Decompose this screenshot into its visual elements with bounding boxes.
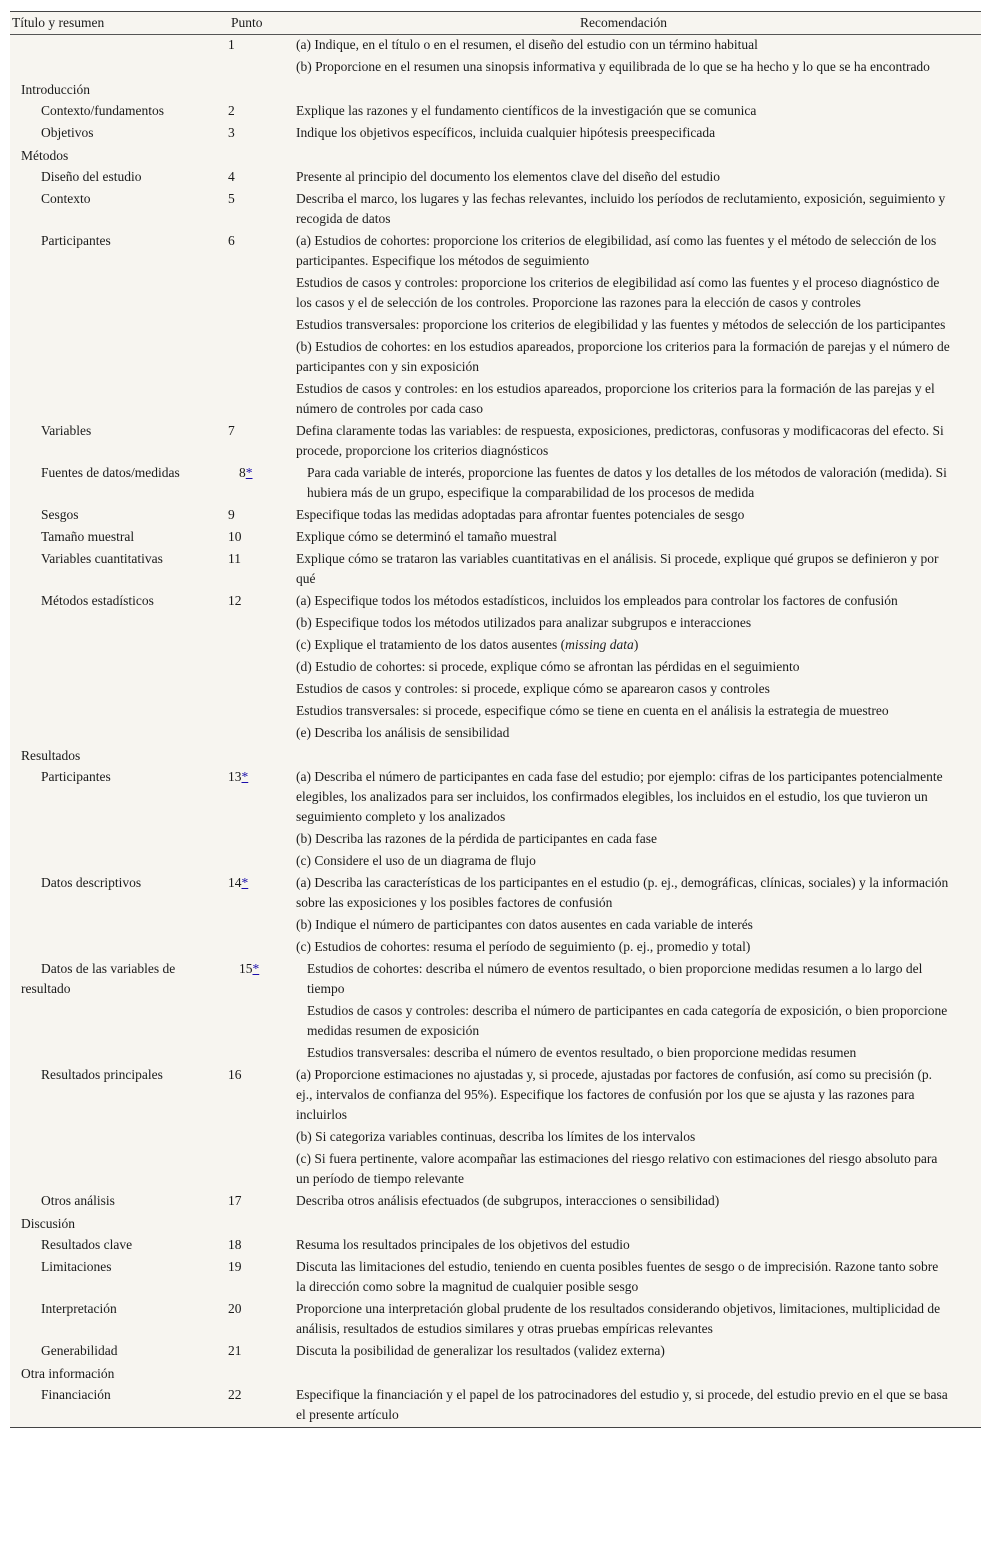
- checklist-row: [10, 35, 981, 80]
- item-label: Generabilidad: [41, 1343, 118, 1358]
- item-label: Variables: [41, 423, 92, 438]
- checklist-row: [10, 767, 981, 873]
- checklist-row: [10, 591, 981, 745]
- recommendation-cell: [296, 1065, 951, 1191]
- recommendation-text: (c) Si fuera pertinente, valore acompañar las estimaciones del riesgo relativo con estimaciones del riesgo absoluto para un período de tiempo relevante: [296, 1151, 938, 1186]
- item-number: 20: [228, 1301, 242, 1316]
- recommendation-text: Estudios de casos y controles: describa el número de participantes en cada categoría de exposición, o bien proporcione medidas resumen de exposición: [307, 1003, 948, 1038]
- item-number: 9: [228, 507, 235, 522]
- recommendation-cell: [296, 231, 951, 421]
- recommendation-cell: [296, 591, 951, 745]
- item-number: 22: [228, 1387, 242, 1402]
- recommendation-cell: [296, 767, 951, 873]
- footnote-link[interactable]: *: [245, 465, 253, 480]
- recommendation-cell: [296, 505, 951, 527]
- recommendation-text: Estudios de casos y controles: si procede, explique cómo se aparearon casos y controles: [296, 681, 770, 696]
- recommendation-text: (a) Proporcione estimaciones no ajustadas y, si procede, ajustadas por factores de confusión, así como su precisión (p. ej., intervalos de confianza del 95%). Especifique los factores de confusión por los que se ajusta y las razones para incluirlos: [296, 1067, 933, 1122]
- recommendation-cell: [307, 463, 962, 505]
- checklist-row: [10, 463, 981, 505]
- checklist-row: [10, 1235, 981, 1257]
- checklist-row: [10, 167, 981, 189]
- recommendation-text: Para cada variable de interés, proporcione las fuentes de datos y los detalles de los métodos de valoración (medida). Si hubiera más de un grupo, especifique la comparabilidad de los procesos de medida: [307, 465, 947, 500]
- item-number: 19: [228, 1259, 242, 1274]
- item-label: Datos de las variables de resultado: [21, 961, 176, 996]
- recommendation-text: Indique los objetivos específicos, incluida cualquier hipótesis preespecificada: [296, 125, 716, 140]
- checklist-row: [10, 1065, 981, 1191]
- item-label: Participantes: [41, 769, 111, 784]
- recommendation-text: Presente al principio del documento los elementos clave del diseño del estudio: [296, 169, 721, 184]
- checklist-row: [10, 1257, 981, 1299]
- section-row: [10, 1363, 981, 1385]
- item-number: 5: [228, 191, 235, 206]
- footnote-link[interactable]: *: [252, 961, 260, 976]
- item-label: [10, 35, 217, 79]
- item-label: Tamaño muestral: [41, 529, 135, 544]
- item-number: 6: [228, 233, 235, 248]
- checklist-row: [10, 959, 981, 1065]
- recommendation-text: Estudios de cohortes: describa el número de eventos resultado, o bien proporcione medidas resumen a lo largo del tiempo: [307, 961, 923, 996]
- checklist-row: [10, 549, 981, 591]
- item-label: Variables cuantitativas: [41, 551, 163, 566]
- recommendation-text: Especifique la financiación y el papel de los patrocinadores del estudio y, si procede, del estudio previo en el que se basa el presente artículo: [296, 1387, 948, 1422]
- footnote-link[interactable]: *: [241, 875, 249, 890]
- item-label: Diseño del estudio: [41, 169, 142, 184]
- header-row: [10, 12, 981, 35]
- recommendation-text: Estudios de casos y controles: en los estudios apareados, proporcione los criterios para la formación de las parejas y el número de controles por cada caso: [296, 381, 935, 416]
- checklist-row: [10, 1341, 981, 1363]
- recommendation-text: (b) Proporcione en el resumen una sinopsis informativa y equilibrada de lo que se ha hecho y lo que se ha encontrado: [296, 59, 930, 74]
- recommendation-cell: [296, 1257, 951, 1299]
- recommendation-cell: [296, 189, 951, 231]
- item-label: Datos descriptivos: [41, 875, 142, 890]
- header-recommendation: Recomendación: [580, 15, 667, 30]
- recommendation-text: (c) Explique el tratamiento de los datos ausentes (missing data): [296, 637, 639, 652]
- checklist-row: [10, 1191, 981, 1213]
- item-number: 3: [228, 125, 235, 140]
- item-label: Objetivos: [41, 125, 94, 140]
- recommendation-text: Explique cómo se determinó el tamaño muestral: [296, 529, 557, 544]
- recommendation-text: Proporcione una interpretación global prudente de los resultados considerando objetivos, limitaciones, multiplicidad de análisis, resultados de estudios similares y otras pruebas empíricas relevantes: [296, 1301, 941, 1336]
- recommendation-text: (a) Describa las características de los participantes en el estudio (p. ej., demográficas, clínicas, sociales) y la información sobre las exposiciones y los posibles factores de confusión: [296, 875, 949, 910]
- item-number: 13*: [228, 769, 249, 784]
- section-row: [10, 79, 981, 101]
- item-label: Financiación: [41, 1387, 111, 1402]
- item-number: 8*: [239, 465, 253, 480]
- footnote-link[interactable]: *: [241, 769, 249, 784]
- checklist-row: [10, 873, 981, 959]
- recommendation-cell: [296, 1191, 951, 1213]
- checklist-row: [10, 1385, 981, 1428]
- checklist-row: [10, 527, 981, 549]
- strobe-checklist-table: [10, 11, 981, 1428]
- item-number: 1: [228, 37, 235, 52]
- item-number: 14*: [228, 875, 249, 890]
- item-number: 7: [228, 423, 235, 438]
- recommendation-text: Discuta la posibilidad de generalizar los resultados (validez externa): [296, 1343, 665, 1358]
- recommendation-text: (c) Estudios de cohortes: resuma el período de seguimiento (p. ej., promedio y total): [296, 939, 751, 954]
- section-heading: Métodos: [21, 148, 69, 163]
- item-label: Métodos estadísticos: [41, 593, 154, 608]
- recommendation-cell: [296, 35, 951, 79]
- section-row: [10, 1213, 981, 1235]
- recommendation-cell: [296, 1235, 951, 1257]
- recommendation-text: (b) Describa las razones de la pérdida de participantes en cada fase: [296, 831, 657, 846]
- checklist-row: [10, 421, 981, 463]
- item-number: 10: [228, 529, 242, 544]
- checklist-row: [10, 123, 981, 145]
- item-number: 21: [228, 1343, 242, 1358]
- header-item: Punto: [231, 15, 263, 30]
- recommendation-text: (b) Indique el número de participantes con datos ausentes en cada variable de interés: [296, 917, 753, 932]
- item-label: Contexto/fundamentos: [41, 103, 164, 118]
- item-label: Sesgos: [41, 507, 79, 522]
- section-row: [10, 745, 981, 767]
- recommendation-text: Explique las razones y el fundamento científicos de la investigación que se comunica: [296, 103, 757, 118]
- recommendation-text: (b) Especifique todos los métodos utilizados para analizar subgrupos e interacciones: [296, 615, 752, 630]
- section-row: [10, 145, 981, 167]
- recommendation-text: Defina claramente todas las variables: de respuesta, exposiciones, predictoras, confusoras y modificacoras del efecto. Si procede, proporcione los criterios diagnósticos: [296, 423, 944, 458]
- recommendation-text: (a) Indique, en el título o en el resumen, el diseño del estudio con un término habitual: [296, 37, 758, 52]
- checklist-row: [10, 101, 981, 123]
- recommendation-cell: [296, 1299, 951, 1341]
- checklist-row: [10, 231, 981, 421]
- recommendation-text: Especifique todas las medidas adoptadas para afrontar fuentes potenciales de sesgo: [296, 507, 745, 522]
- recommendation-text: (c) Considere el uso de un diagrama de flujo: [296, 853, 536, 868]
- item-label: Otros análisis: [41, 1193, 115, 1208]
- item-label: Resultados principales: [41, 1067, 163, 1082]
- recommendation-cell: [296, 527, 951, 549]
- header-section: Título y resumen: [12, 15, 105, 30]
- item-number: 17: [228, 1193, 242, 1208]
- section-heading: Otra información: [21, 1366, 115, 1381]
- recommendation-text: Describa otros análisis efectuados (de subgrupos, interacciones o sensibilidad): [296, 1193, 720, 1208]
- recommendation-text: (d) Estudio de cohortes: si procede, explique cómo se afrontan las pérdidas en el seguimiento: [296, 659, 800, 674]
- checklist-row: [10, 505, 981, 527]
- item-number: 12: [228, 593, 242, 608]
- recommendation-text: Resuma los resultados principales de los objetivos del estudio: [296, 1237, 630, 1252]
- recommendation-text: (b) Estudios de cohortes: en los estudios apareados, proporcione los criterios para la formación de parejas y el número de participantes con y sin exposición: [296, 339, 950, 374]
- section-heading: Discusión: [21, 1216, 75, 1231]
- recommendation-cell: [296, 123, 951, 145]
- recommendation-cell: [296, 873, 951, 959]
- checklist-row: [10, 189, 981, 231]
- item-label: Limitaciones: [41, 1259, 112, 1274]
- recommendation-text: Estudios transversales: si procede, especifique cómo se tiene en cuenta en el análisis la estrategia de muestreo: [296, 703, 889, 718]
- recommendation-cell: [307, 959, 962, 1065]
- item-number: 2: [228, 103, 235, 118]
- recommendation-text: Discuta las limitaciones del estudio, teniendo en cuenta posibles fuentes de sesgo o de imprecisión. Razone tanto sobre la dirección como sobre la magnitud de cualquier posible sesgo: [296, 1259, 939, 1294]
- recommendation-cell: [296, 421, 951, 463]
- item-number: 15*: [239, 961, 260, 976]
- item-label: Fuentes de datos/medidas: [41, 465, 180, 480]
- item-number: 18: [228, 1237, 242, 1252]
- item-number: 16: [228, 1067, 242, 1082]
- recommendation-text: (a) Estudios de cohortes: proporcione los criterios de elegibilidad, así como las fuentes y el método de selección de los participantes. Especifique los métodos de seguimiento: [296, 233, 937, 268]
- recommendation-text: Estudios de casos y controles: proporcione los criterios de elegibilidad así como las fuentes y el proceso diagnóstico de los casos y el de selección de los controles. Proporcione las razones para la elección de casos y controles: [296, 275, 940, 310]
- recommendation-text: (a) Describa el número de participantes en cada fase del estudio; por ejemplo: cifras de los participantes potencialmente elegibles, los analizados para ser incluidos, los confirmados elegibles, los incluidos en el estudio, los que tuvieron un seguimiento completo y los analizados: [296, 769, 943, 824]
- recommendation-text: (e) Describa los análisis de sensibilidad: [296, 725, 510, 740]
- item-label: Resultados clave: [41, 1237, 133, 1252]
- recommendation-text: Describa el marco, los lugares y las fechas relevantes, incluido los períodos de reclutamiento, exposición, seguimiento y recogida de datos: [296, 191, 946, 226]
- recommendation-cell: [296, 1341, 951, 1363]
- recommendation-text: Estudios transversales: proporcione los criterios de elegibilidad y las fuentes y métodos de selección de los participantes: [296, 317, 946, 332]
- checklist-row: [10, 1299, 981, 1341]
- item-number: 4: [228, 169, 235, 184]
- item-label: Participantes: [41, 233, 111, 248]
- item-label: Interpretación: [41, 1301, 117, 1316]
- recommendation-cell: [296, 549, 951, 591]
- item-label: Contexto: [41, 191, 91, 206]
- section-heading: Resultados: [21, 748, 81, 763]
- section-heading: Introducción: [21, 82, 90, 97]
- recommendation-text: (b) Si categoriza variables continuas, describa los límites de los intervalos: [296, 1129, 696, 1144]
- recommendation-text: (a) Especifique todos los métodos estadísticos, incluidos los empleados para controlar los factores de confusión: [296, 593, 898, 608]
- recommendation-text: Estudios transversales: describa el número de eventos resultado, o bien proporcione medidas resumen: [307, 1045, 857, 1060]
- item-number: 11: [228, 551, 241, 566]
- recommendation-cell: [296, 167, 951, 189]
- recommendation-cell: [296, 101, 951, 123]
- recommendation-cell: [296, 1385, 951, 1427]
- recommendation-text: Explique cómo se trataron las variables cuantitativas en el análisis. Si procede, explique qué grupos se definieron y por qué: [296, 551, 939, 586]
